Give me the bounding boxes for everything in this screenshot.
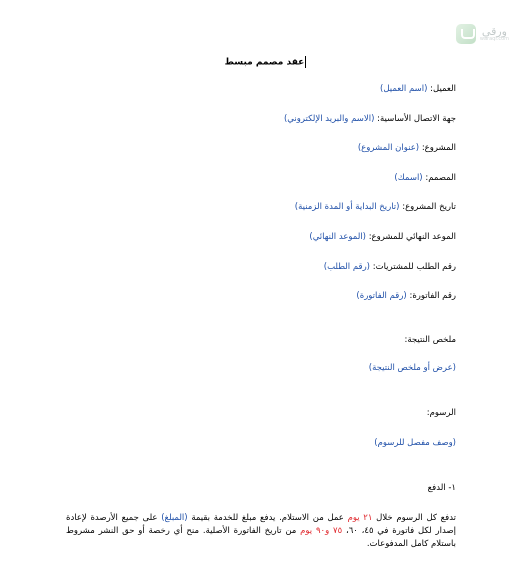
field-placeholder[interactable]: (عنوان المشروع) (357, 143, 420, 153)
field-label: جهة الاتصال الأساسية: (377, 114, 456, 124)
field-label: الموعد النهائي للمشروع: (368, 232, 456, 242)
field-primary-contact (284, 114, 456, 124)
payment-text: تدفع كل الرسوم خلال (376, 513, 457, 523)
field-placeholder[interactable]: (اسم العميل) (380, 84, 428, 94)
document-title-line (0, 56, 531, 68)
field-project-date (295, 202, 456, 212)
brand-logo (456, 24, 509, 44)
field-purchase-order (324, 262, 456, 272)
field-invoice-number (356, 291, 456, 301)
document-title[interactable]: عقد مصمم مبسط (224, 57, 305, 68)
payment-paragraph[interactable] (66, 512, 456, 551)
brand-url: waraqi.com (479, 36, 509, 42)
field-deadline (309, 232, 456, 242)
fees-heading (427, 408, 456, 418)
summary-heading (404, 335, 456, 345)
payment-text: على جميع الأرصدة لإعادة إصدار لكل فاتورة في ٤٥، ٦٠، (66, 513, 457, 536)
brand-logo-icon (456, 24, 476, 44)
field-client (380, 84, 456, 94)
field-placeholder[interactable]: (اسمك) (394, 173, 423, 183)
field-label: رقم الطلب للمشتريات: (372, 262, 456, 272)
fees-placeholder-line (374, 438, 456, 448)
field-label: رقم الفاتورة: (409, 291, 456, 301)
field-placeholder[interactable]: (رقم الطلب) (323, 262, 370, 272)
field-placeholder[interactable]: (رقم الفاتورة) (356, 291, 407, 301)
brand-name: ورقي (481, 25, 507, 38)
payment-text: عمل من الاستلام. يدفع مبلغ للخدمة بقيمة (191, 513, 344, 523)
section-heading: ملخص النتيجة: (404, 335, 456, 345)
field-label: العميل: (430, 84, 456, 94)
payment-days: ٢١ يوم (347, 513, 373, 523)
field-label: تاريخ المشروع: (402, 202, 456, 212)
field-placeholder[interactable]: (الاسم والبريد الإلكتروني) (283, 114, 375, 124)
summary-placeholder[interactable]: (عرض أو ملخص النتيجة) (368, 363, 456, 373)
payment-amount-placeholder[interactable]: (المبلغ) (161, 513, 188, 523)
field-placeholder[interactable]: (الموعد النهائي) (309, 232, 366, 242)
section-heading: الرسوم: (426, 408, 456, 418)
field-project (358, 143, 456, 153)
brand-logo-text (480, 26, 509, 42)
payment-text: من تاريخ الفاتورة الأصلية. منح أي رخصة أو حق النشر مشروط باستلام كامل المدفوعات. (66, 526, 456, 549)
payment-heading (428, 483, 456, 493)
text-cursor (305, 56, 306, 68)
section-heading: ١- الدفع (427, 483, 456, 493)
payment-reissue-days: ٧٥ و٩٠ يوم (300, 526, 343, 536)
field-placeholder[interactable]: (تاريخ البداية أو المدة الزمنية) (294, 202, 400, 212)
field-designer (394, 173, 456, 183)
fees-placeholder[interactable]: (وصف مفصل للرسوم) (374, 438, 456, 448)
field-label: المصمم: (425, 173, 456, 183)
field-label: المشروع: (421, 143, 456, 153)
summary-placeholder-line (369, 363, 456, 373)
